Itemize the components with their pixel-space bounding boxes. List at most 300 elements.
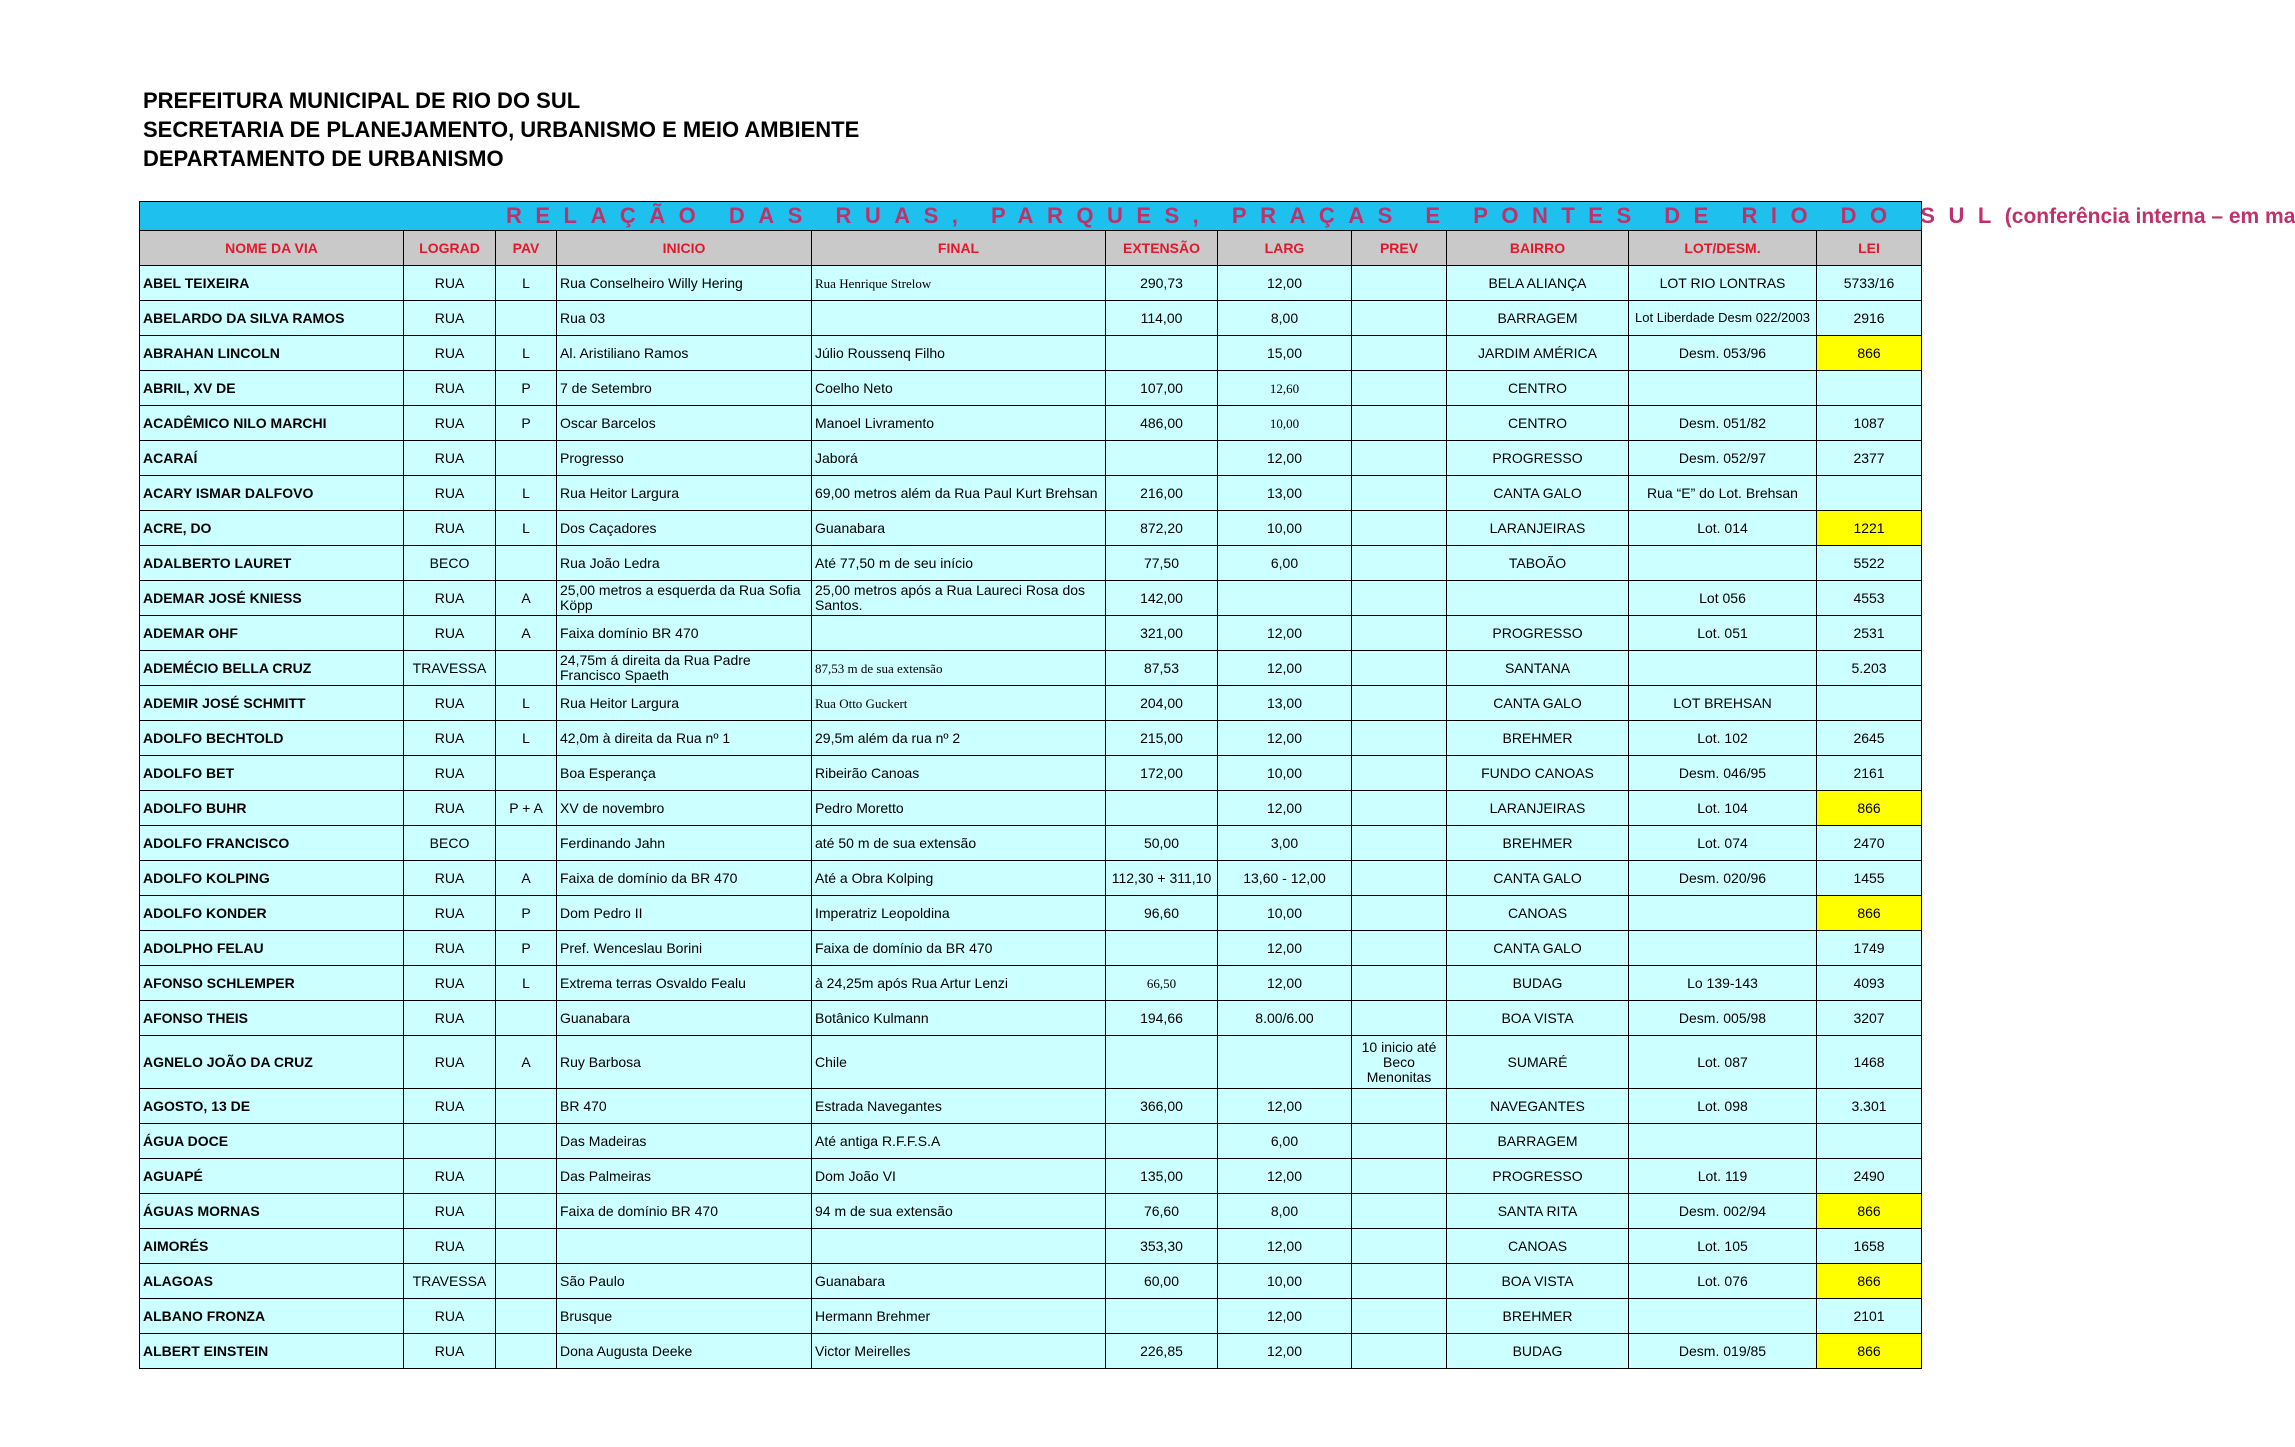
- cell-bairro: BREHMER: [1447, 826, 1629, 861]
- cell-final: Até 77,50 m de seu início: [812, 546, 1106, 581]
- cell-bairro: BELA ALIANÇA: [1447, 266, 1629, 301]
- cell-extensao: 87,53: [1106, 651, 1218, 686]
- cell-lograd: RUA: [404, 406, 496, 441]
- cell-bairro: SANTA RITA: [1447, 1194, 1629, 1229]
- cell-bairro: CANTA GALO: [1447, 476, 1629, 511]
- cell-pav: [496, 1089, 557, 1124]
- cell-inicio: Dona Augusta Deeke: [557, 1334, 812, 1369]
- header-line-departamento: DEPARTAMENTO DE URBANISMO: [143, 146, 504, 171]
- cell-lot-desm: Lot. 104: [1629, 791, 1817, 826]
- cell-nome-da-via: ÁGUAS MORNAS: [140, 1194, 404, 1229]
- cell-inicio: Das Madeiras: [557, 1124, 812, 1159]
- cell-final: 69,00 metros além da Rua Paul Kurt Brehsan: [812, 476, 1106, 511]
- cell-final: Até a Obra Kolping: [812, 861, 1106, 896]
- cell-lei: 4093: [1817, 966, 1922, 1001]
- cell-pav: P: [496, 896, 557, 931]
- cell-lei: 866: [1817, 896, 1922, 931]
- table-row: [140, 581, 1922, 616]
- column-header-bairro: BAIRRO: [1447, 231, 1629, 266]
- cell-extensao: 76,60: [1106, 1194, 1218, 1229]
- cell-prev: 10 inicio até Beco Menonitas: [1352, 1036, 1447, 1089]
- cell-lograd: BECO: [404, 826, 496, 861]
- cell-bairro: BARRAGEM: [1447, 301, 1629, 336]
- cell-nome-da-via: ADOLPHO FELAU: [140, 931, 404, 966]
- cell-pav: [496, 301, 557, 336]
- cell-nome-da-via: ABEL TEIXEIRA: [140, 266, 404, 301]
- cell-lot-desm: Lot. 105: [1629, 1229, 1817, 1264]
- cell-lot-desm: Desm. 052/97: [1629, 441, 1817, 476]
- cell-nome-da-via: AGOSTO, 13 DE: [140, 1089, 404, 1124]
- cell-extensao: 226,85: [1106, 1334, 1218, 1369]
- cell-lei: 2377: [1817, 441, 1922, 476]
- cell-prev: [1352, 511, 1447, 546]
- cell-prev: [1352, 476, 1447, 511]
- cell-extensao: [1106, 931, 1218, 966]
- cell-extensao: 353,30: [1106, 1229, 1218, 1264]
- cell-inicio: Rua Conselheiro Willy Hering: [557, 266, 812, 301]
- cell-lei: 2161: [1817, 756, 1922, 791]
- cell-larg: 12,00: [1218, 1299, 1352, 1334]
- cell-lei: 3.301: [1817, 1089, 1922, 1124]
- cell-inicio: Faixa de domínio da BR 470: [557, 861, 812, 896]
- banner-row: [140, 202, 1922, 231]
- cell-bairro: PROGRESSO: [1447, 616, 1629, 651]
- cell-inicio: 42,0m à direita da Rua nº 1: [557, 721, 812, 756]
- cell-lei: [1817, 371, 1922, 406]
- cell-final: Imperatriz Leopoldina: [812, 896, 1106, 931]
- cell-bairro: CANTA GALO: [1447, 931, 1629, 966]
- cell-bairro: BUDAG: [1447, 966, 1629, 1001]
- cell-bairro: CENTRO: [1447, 371, 1629, 406]
- cell-lot-desm: Lot 056: [1629, 581, 1817, 616]
- cell-final: 87,53 m de sua extensão: [812, 651, 1106, 686]
- cell-lograd: RUA: [404, 896, 496, 931]
- cell-nome-da-via: AIMORÉS: [140, 1229, 404, 1264]
- cell-nome-da-via: ADEMÉCIO BELLA CRUZ: [140, 651, 404, 686]
- cell-lograd: RUA: [404, 1159, 496, 1194]
- cell-extensao: 50,00: [1106, 826, 1218, 861]
- cell-nome-da-via: ACARY ISMAR DALFOVO: [140, 476, 404, 511]
- cell-lot-desm: Desm. 051/82: [1629, 406, 1817, 441]
- cell-larg: 13,00: [1218, 686, 1352, 721]
- cell-prev: [1352, 616, 1447, 651]
- cell-extensao: [1106, 1036, 1218, 1089]
- cell-final: [812, 301, 1106, 336]
- cell-bairro: CANTA GALO: [1447, 686, 1629, 721]
- header-line-secretaria: SECRETARIA DE PLANEJAMENTO, URBANISMO E MEIO AMBIENTE: [143, 117, 860, 142]
- cell-larg: 12,00: [1218, 651, 1352, 686]
- cell-larg: 10,00: [1218, 1264, 1352, 1299]
- cell-pav: [496, 756, 557, 791]
- cell-pav: L: [496, 721, 557, 756]
- cell-lei: 866: [1817, 336, 1922, 371]
- cell-prev: [1352, 686, 1447, 721]
- cell-larg: 10,00: [1218, 511, 1352, 546]
- cell-lot-desm: Lot. 074: [1629, 826, 1817, 861]
- cell-lograd: RUA: [404, 301, 496, 336]
- cell-extensao: 107,00: [1106, 371, 1218, 406]
- cell-prev: [1352, 441, 1447, 476]
- cell-prev: [1352, 1264, 1447, 1299]
- table-row: [140, 966, 1922, 1001]
- cell-larg: 12,00: [1218, 721, 1352, 756]
- cell-inicio: Das Palmeiras: [557, 1159, 812, 1194]
- cell-bairro: CANTA GALO: [1447, 861, 1629, 896]
- cell-larg: 15,00: [1218, 336, 1352, 371]
- column-header-lograd: LOGRAD: [404, 231, 496, 266]
- cell-pav: A: [496, 616, 557, 651]
- cell-pav: [496, 1299, 557, 1334]
- cell-final: até 50 m de sua extensão: [812, 826, 1106, 861]
- table-row: [140, 1159, 1922, 1194]
- cell-pav: [496, 1159, 557, 1194]
- cell-extensao: 215,00: [1106, 721, 1218, 756]
- cell-final: Manoel Livramento: [812, 406, 1106, 441]
- cell-pav: L: [496, 511, 557, 546]
- cell-lot-desm: Lot Liberdade Desm 022/2003: [1629, 301, 1817, 336]
- column-header-pav: PAV: [496, 231, 557, 266]
- cell-lot-desm: [1629, 546, 1817, 581]
- cell-final: Estrada Navegantes: [812, 1089, 1106, 1124]
- cell-prev: [1352, 861, 1447, 896]
- cell-lograd: RUA: [404, 511, 496, 546]
- cell-larg: 12,00: [1218, 966, 1352, 1001]
- cell-nome-da-via: ADOLFO KONDER: [140, 896, 404, 931]
- cell-nome-da-via: AFONSO THEIS: [140, 1001, 404, 1036]
- cell-lei: 1468: [1817, 1036, 1922, 1089]
- cell-larg: [1218, 1036, 1352, 1089]
- cell-extensao: 77,50: [1106, 546, 1218, 581]
- cell-extensao: [1106, 336, 1218, 371]
- cell-lograd: RUA: [404, 441, 496, 476]
- cell-larg: 12,00: [1218, 266, 1352, 301]
- cell-pav: P + A: [496, 791, 557, 826]
- cell-prev: [1352, 336, 1447, 371]
- cell-lot-desm: Lot. 119: [1629, 1159, 1817, 1194]
- table-row: [140, 511, 1922, 546]
- table-row: [140, 721, 1922, 756]
- cell-larg: 10,00: [1218, 756, 1352, 791]
- cell-lograd: RUA: [404, 1089, 496, 1124]
- cell-lograd: RUA: [404, 1229, 496, 1264]
- cell-bairro: CANOAS: [1447, 896, 1629, 931]
- cell-pav: [496, 1001, 557, 1036]
- cell-extensao: 172,00: [1106, 756, 1218, 791]
- cell-inicio: Brusque: [557, 1299, 812, 1334]
- cell-bairro: TABOÃO: [1447, 546, 1629, 581]
- table-row: [140, 441, 1922, 476]
- cell-lot-desm: Desm. 002/94: [1629, 1194, 1817, 1229]
- cell-lograd: RUA: [404, 1194, 496, 1229]
- table-row: [140, 1089, 1922, 1124]
- cell-lei: 2531: [1817, 616, 1922, 651]
- cell-inicio: Dom Pedro II: [557, 896, 812, 931]
- cell-larg: 12,00: [1218, 1159, 1352, 1194]
- cell-lot-desm: Desm. 020/96: [1629, 861, 1817, 896]
- cell-bairro: BOA VISTA: [1447, 1001, 1629, 1036]
- cell-lograd: RUA: [404, 476, 496, 511]
- cell-prev: [1352, 1334, 1447, 1369]
- cell-lot-desm: Desm. 046/95: [1629, 756, 1817, 791]
- cell-pav: [496, 1194, 557, 1229]
- cell-inicio: 25,00 metros a esquerda da Rua Sofia Köpp: [557, 581, 812, 616]
- cell-lei: 1658: [1817, 1229, 1922, 1264]
- cell-lot-desm: Lo 139-143: [1629, 966, 1817, 1001]
- cell-lei: 2490: [1817, 1159, 1922, 1194]
- cell-prev: [1352, 301, 1447, 336]
- cell-extensao: 216,00: [1106, 476, 1218, 511]
- cell-larg: 3,00: [1218, 826, 1352, 861]
- cell-inicio: São Paulo: [557, 1264, 812, 1299]
- cell-larg: 12,00: [1218, 616, 1352, 651]
- cell-lograd: [404, 1124, 496, 1159]
- cell-lograd: TRAVESSA: [404, 1264, 496, 1299]
- banner-title: RELAÇÃO DAS RUAS, PARQUES, PRAÇAS E PONTES DE RIO DO SUL: [506, 203, 2005, 228]
- cell-nome-da-via: ADEMAR JOSÉ KNIESS: [140, 581, 404, 616]
- cell-larg: 12,00: [1218, 931, 1352, 966]
- cell-bairro: NAVEGANTES: [1447, 1089, 1629, 1124]
- cell-lei: 5522: [1817, 546, 1922, 581]
- cell-nome-da-via: ACRE, DO: [140, 511, 404, 546]
- table-row: [140, 686, 1922, 721]
- cell-inicio: Pref. Wenceslau Borini: [557, 931, 812, 966]
- cell-inicio: Faixa de domínio BR 470: [557, 1194, 812, 1229]
- cell-lograd: RUA: [404, 966, 496, 1001]
- cell-prev: [1352, 266, 1447, 301]
- cell-bairro: CENTRO: [1447, 406, 1629, 441]
- cell-inicio: Dos Caçadores: [557, 511, 812, 546]
- cell-prev: [1352, 371, 1447, 406]
- cell-bairro: PROGRESSO: [1447, 1159, 1629, 1194]
- cell-lei: 866: [1817, 1194, 1922, 1229]
- table-row: [140, 406, 1922, 441]
- cell-extensao: 204,00: [1106, 686, 1218, 721]
- cell-nome-da-via: ADOLFO KOLPING: [140, 861, 404, 896]
- cell-nome-da-via: ADOLFO BET: [140, 756, 404, 791]
- cell-larg: 13,60 - 12,00: [1218, 861, 1352, 896]
- cell-final: Guanabara: [812, 511, 1106, 546]
- cell-inicio: Rua 03: [557, 301, 812, 336]
- table-row: [140, 546, 1922, 581]
- cell-pav: A: [496, 581, 557, 616]
- cell-prev: [1352, 651, 1447, 686]
- cell-lot-desm: Lot. 014: [1629, 511, 1817, 546]
- cell-final: Rua Henrique Strelow: [812, 266, 1106, 301]
- cell-final: 94 m de sua extensão: [812, 1194, 1106, 1229]
- cell-larg: 12,00: [1218, 441, 1352, 476]
- banner-subtitle: (conferência interna – em ma: [2004, 205, 2295, 228]
- cell-prev: [1352, 1299, 1447, 1334]
- header-line-prefeitura: PREFEITURA MUNICIPAL DE RIO DO SUL: [143, 88, 581, 113]
- cell-lograd: RUA: [404, 1036, 496, 1089]
- cell-larg: 8,00: [1218, 301, 1352, 336]
- cell-pav: [496, 1124, 557, 1159]
- cell-lot-desm: [1629, 931, 1817, 966]
- column-header-row: [140, 231, 1922, 266]
- cell-final: 29,5m além da rua nº 2: [812, 721, 1106, 756]
- cell-prev: [1352, 406, 1447, 441]
- cell-larg: 13,00: [1218, 476, 1352, 511]
- cell-pav: L: [496, 266, 557, 301]
- table-row: [140, 266, 1922, 301]
- cell-nome-da-via: ABRIL, XV DE: [140, 371, 404, 406]
- cell-bairro: BOA VISTA: [1447, 1264, 1629, 1299]
- cell-final: Rua Otto Guckert: [812, 686, 1106, 721]
- cell-inicio: BR 470: [557, 1089, 812, 1124]
- cell-lot-desm: Desm. 019/85: [1629, 1334, 1817, 1369]
- cell-nome-da-via: ABELARDO DA SILVA RAMOS: [140, 301, 404, 336]
- cell-pav: [496, 651, 557, 686]
- cell-extensao: 114,00: [1106, 301, 1218, 336]
- cell-nome-da-via: ÁGUA DOCE: [140, 1124, 404, 1159]
- cell-nome-da-via: ACADÊMICO NILO MARCHI: [140, 406, 404, 441]
- cell-lei: 1087: [1817, 406, 1922, 441]
- cell-inicio: XV de novembro: [557, 791, 812, 826]
- cell-lei: [1817, 476, 1922, 511]
- cell-lot-desm: [1629, 371, 1817, 406]
- cell-larg: 6,00: [1218, 1124, 1352, 1159]
- cell-lot-desm: Lot. 087: [1629, 1036, 1817, 1089]
- streets-table-container: [139, 201, 2295, 1369]
- cell-bairro: CANOAS: [1447, 1229, 1629, 1264]
- cell-extensao: 366,00: [1106, 1089, 1218, 1124]
- cell-nome-da-via: ADEMAR OHF: [140, 616, 404, 651]
- cell-lot-desm: Rua “E” do Lot. Brehsan: [1629, 476, 1817, 511]
- cell-final: Jaborá: [812, 441, 1106, 476]
- cell-nome-da-via: AGUAPÉ: [140, 1159, 404, 1194]
- cell-nome-da-via: ADOLFO BECHTOLD: [140, 721, 404, 756]
- cell-bairro: BUDAG: [1447, 1334, 1629, 1369]
- cell-inicio: Boa Esperança: [557, 756, 812, 791]
- table-row: [140, 1124, 1922, 1159]
- table-row: [140, 791, 1922, 826]
- cell-bairro: [1447, 581, 1629, 616]
- cell-lot-desm: [1629, 896, 1817, 931]
- cell-prev: [1352, 791, 1447, 826]
- cell-lot-desm: Desm. 005/98: [1629, 1001, 1817, 1036]
- cell-lei: 866: [1817, 1264, 1922, 1299]
- cell-lograd: RUA: [404, 686, 496, 721]
- cell-final: Chile: [812, 1036, 1106, 1089]
- cell-extensao: [1106, 791, 1218, 826]
- cell-final: Coelho Neto: [812, 371, 1106, 406]
- table-row: [140, 476, 1922, 511]
- cell-final: Júlio Roussenq Filho: [812, 336, 1106, 371]
- cell-final: Faixa de domínio da BR 470: [812, 931, 1106, 966]
- table-row: [140, 756, 1922, 791]
- cell-extensao: [1106, 1299, 1218, 1334]
- cell-bairro: SANTANA: [1447, 651, 1629, 686]
- cell-inicio: Oscar Barcelos: [557, 406, 812, 441]
- cell-prev: [1352, 1001, 1447, 1036]
- cell-extensao: 66,50: [1106, 966, 1218, 1001]
- table-row: [140, 651, 1922, 686]
- cell-lograd: RUA: [404, 371, 496, 406]
- cell-lograd: RUA: [404, 581, 496, 616]
- cell-inicio: Guanabara: [557, 1001, 812, 1036]
- cell-larg: 10,00: [1218, 896, 1352, 931]
- cell-larg: 12,00: [1218, 1089, 1352, 1124]
- cell-bairro: SUMARÉ: [1447, 1036, 1629, 1089]
- cell-pav: P: [496, 931, 557, 966]
- cell-prev: [1352, 1194, 1447, 1229]
- cell-final: 25,00 metros após a Rua Laureci Rosa dos Santos.: [812, 581, 1106, 616]
- cell-final: Até antiga R.F.F.S.A: [812, 1124, 1106, 1159]
- cell-lei: 3207: [1817, 1001, 1922, 1036]
- column-header-prev: PREV: [1352, 231, 1447, 266]
- table-row: [140, 371, 1922, 406]
- cell-lograd: RUA: [404, 266, 496, 301]
- cell-prev: [1352, 966, 1447, 1001]
- cell-pav: L: [496, 476, 557, 511]
- cell-extensao: [1106, 441, 1218, 476]
- cell-bairro: FUNDO CANOAS: [1447, 756, 1629, 791]
- cell-extensao: 321,00: [1106, 616, 1218, 651]
- table-row: [140, 301, 1922, 336]
- table-row: [140, 861, 1922, 896]
- column-header-lei: LEI: [1817, 231, 1922, 266]
- cell-extensao: 60,00: [1106, 1264, 1218, 1299]
- cell-extensao: 194,66: [1106, 1001, 1218, 1036]
- cell-extensao: 290,73: [1106, 266, 1218, 301]
- table-row: [140, 1264, 1922, 1299]
- cell-lei: 866: [1817, 791, 1922, 826]
- cell-nome-da-via: AFONSO SCHLEMPER: [140, 966, 404, 1001]
- cell-lei: [1817, 1124, 1922, 1159]
- cell-extensao: 112,30 + 311,10: [1106, 861, 1218, 896]
- cell-lot-desm: Lot. 076: [1629, 1264, 1817, 1299]
- banner-cell: [140, 202, 2295, 231]
- cell-lograd: RUA: [404, 1334, 496, 1369]
- cell-lei: 5.203: [1817, 651, 1922, 686]
- cell-lot-desm: [1629, 1299, 1817, 1334]
- cell-nome-da-via: AGNELO JOÃO DA CRUZ: [140, 1036, 404, 1089]
- column-header-nome-da-via: NOME DA VIA: [140, 231, 404, 266]
- cell-final: Guanabara: [812, 1264, 1106, 1299]
- cell-prev: [1352, 1124, 1447, 1159]
- cell-extensao: 486,00: [1106, 406, 1218, 441]
- column-header-lot-desm: LOT/DESM.: [1629, 231, 1817, 266]
- column-header-extensao: EXTENSÃO: [1106, 231, 1218, 266]
- cell-final: Victor Meirelles: [812, 1334, 1106, 1369]
- cell-bairro: LARANJEIRAS: [1447, 791, 1629, 826]
- cell-nome-da-via: ADOLFO BUHR: [140, 791, 404, 826]
- cell-inicio: 7 de Setembro: [557, 371, 812, 406]
- cell-prev: [1352, 1159, 1447, 1194]
- cell-lograd: BECO: [404, 546, 496, 581]
- streets-table: [139, 201, 2295, 1369]
- cell-pav: [496, 546, 557, 581]
- cell-lot-desm: Lot. 098: [1629, 1089, 1817, 1124]
- cell-pav: P: [496, 371, 557, 406]
- cell-extensao: 142,00: [1106, 581, 1218, 616]
- cell-lograd: RUA: [404, 1001, 496, 1036]
- cell-inicio: Rua João Ledra: [557, 546, 812, 581]
- table-body: [140, 266, 1922, 1369]
- cell-nome-da-via: ADEMIR JOSÉ SCHMITT: [140, 686, 404, 721]
- cell-lot-desm: [1629, 651, 1817, 686]
- cell-lei: 1455: [1817, 861, 1922, 896]
- column-header-inicio: INICIO: [557, 231, 812, 266]
- cell-bairro: BARRAGEM: [1447, 1124, 1629, 1159]
- cell-nome-da-via: ALAGOAS: [140, 1264, 404, 1299]
- cell-prev: [1352, 931, 1447, 966]
- cell-prev: [1352, 581, 1447, 616]
- cell-pav: L: [496, 966, 557, 1001]
- cell-inicio: Faixa domínio BR 470: [557, 616, 812, 651]
- cell-lei: 1221: [1817, 511, 1922, 546]
- table-row: [140, 1229, 1922, 1264]
